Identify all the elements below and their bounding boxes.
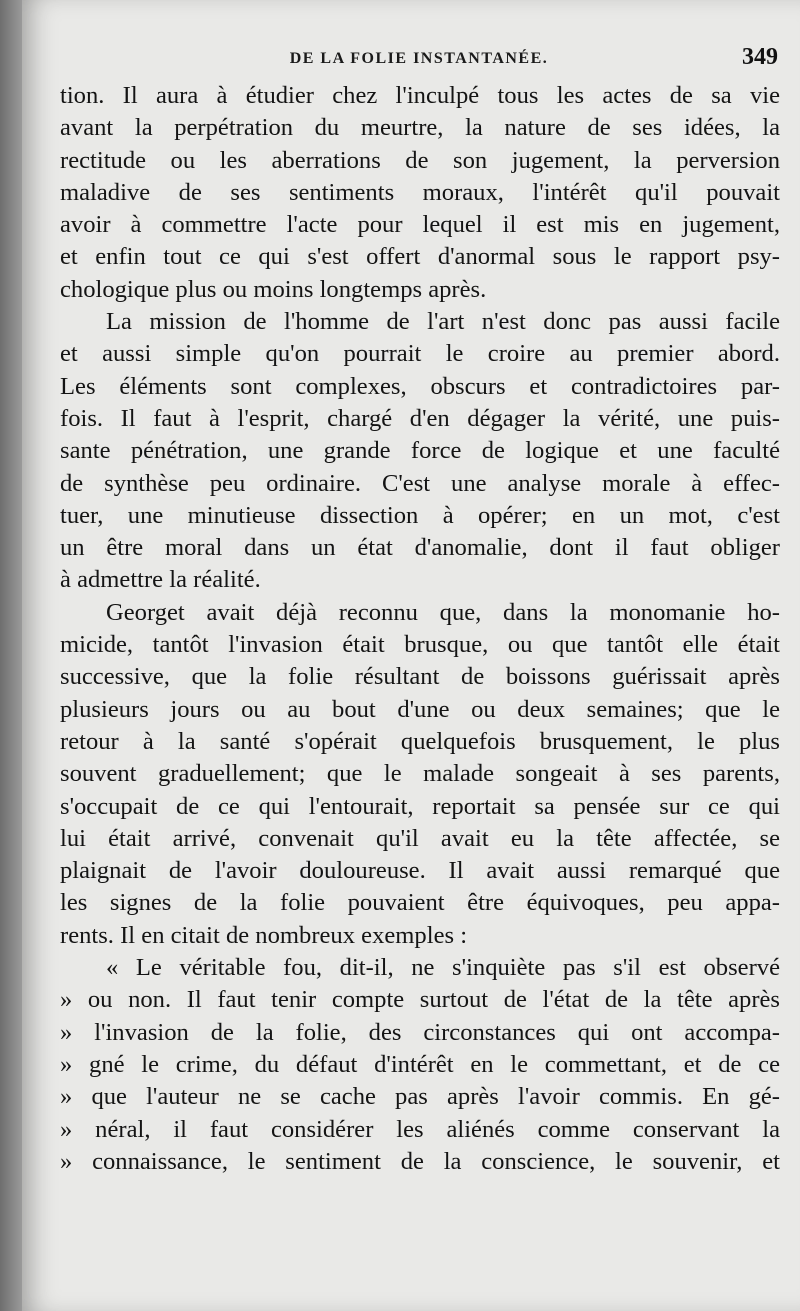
page-header	[60, 44, 778, 76]
text-line: plusieurs jours ou au bout d'une ou deux semaines; que le	[60, 695, 780, 723]
text-line: maladive de ses sentiments moraux, l'intérêt qu'il pouvait	[60, 178, 780, 206]
running-title: DE LA FOLIE INSTANTANÉE.	[289, 50, 549, 67]
text-line: La mission de l'homme de l'art n'est donc pas aussi facile	[106, 308, 780, 336]
text-line: à admettre la réalité.	[60, 566, 261, 594]
text-line: » connaissance, le sentiment de la conscience, le souvenir, et	[60, 1147, 780, 1175]
text-line: s'occupait de ce qui l'entourait, reportait sa pensée sur ce qui	[60, 792, 780, 820]
text-line: lui était arrivé, convenait qu'il avait eu la tête affectée, se	[60, 824, 780, 852]
text-line: » que l'auteur ne se cache pas après l'avoir commis. En gé-	[60, 1083, 780, 1111]
text-line: rents. Il en citait de nombreux exemples :	[60, 921, 468, 949]
text-line: Georget avait déjà reconnu que, dans la monomanie ho-	[106, 598, 780, 626]
text-line: retour à la santé s'opérait quelquefois brusquement, le plus	[60, 727, 780, 755]
page-number: 349	[742, 44, 778, 70]
text-line: et enfin tout ce qui s'est offert d'anormal sous le rapport psy-	[60, 243, 780, 271]
text-line: tuer, une minutieuse dissection à opérer; en un mot, c'est	[60, 501, 780, 529]
text-line: et aussi simple qu'on pourrait le croire au premier abord.	[60, 340, 780, 368]
text-line: micide, tantôt l'invasion était brusque, ou que tantôt elle était	[60, 631, 780, 659]
body-text	[60, 80, 780, 1178]
text-line: » l'invasion de la folie, des circonstances qui ont accompa-	[60, 1018, 780, 1046]
text-line: rectitude ou les aberrations de son jugement, la perversion	[60, 146, 780, 174]
text-line: avoir à commettre l'acte pour lequel il est mis en jugement,	[60, 211, 780, 239]
text-line: de synthèse peu ordinaire. C'est une analyse morale à effec-	[60, 469, 780, 497]
text-line: successive, que la folie résultant de boissons guérissait après	[60, 663, 780, 691]
text-line: souvent graduellement; que le malade songeait à ses parents,	[60, 760, 780, 788]
text-line: Les éléments sont complexes, obscurs et contradictoires par-	[60, 372, 780, 400]
text-line: fois. Il faut à l'esprit, chargé d'en dégager la vérité, une puis-	[60, 404, 780, 432]
text-line: » gné le crime, du défaut d'intérêt en le commettant, et de ce	[60, 1050, 780, 1078]
text-line: sante pénétration, une grande force de logique et une faculté	[60, 437, 780, 465]
text-line: « Le véritable fou, dit-il, ne s'inquiète pas s'il est observé	[106, 954, 780, 982]
book-page	[22, 0, 800, 1311]
text-line: un être moral dans un état d'anomalie, dont il faut obliger	[60, 534, 780, 562]
text-line: tion. Il aura à étudier chez l'inculpé tous les actes de sa vie	[60, 82, 780, 109]
binding-shadow	[0, 0, 22, 1311]
text-line: les signes de la folie pouvaient être équivoques, peu appa-	[60, 889, 780, 917]
text-line: » ou non. Il faut tenir compte surtout de l'état de la tête après	[60, 986, 780, 1014]
text-line: » néral, il faut considérer les aliénés comme conservant la	[60, 1115, 780, 1143]
text-line: avant la perpétration du meurtre, la nature de ses idées, la	[60, 114, 780, 142]
text-line: plaignait de l'avoir douloureuse. Il avait aussi remarqué que	[60, 857, 780, 885]
text-line: chologique plus ou moins longtemps après.	[60, 275, 487, 303]
